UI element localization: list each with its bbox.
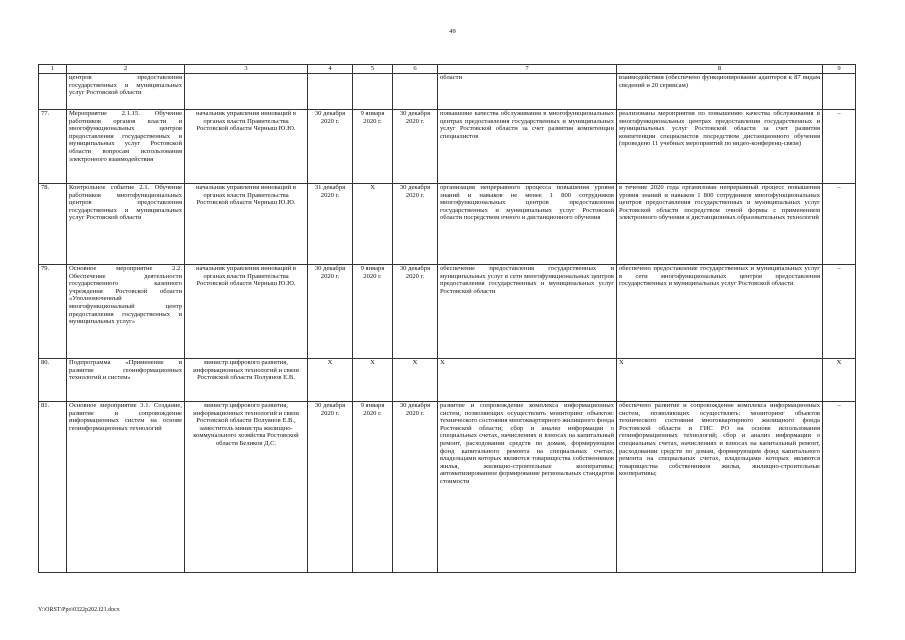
responsible-cell: министр цифрового развития, информационных технологий и связи Ростовской области Полуянов Е.В. [185,359,308,402]
actual-start-date-cell [353,74,393,110]
responsible-cell: начальник управления инноваций в органах власти Правительства Ростовской области Черныш Ю.Ю. [185,184,308,265]
table-row [39,359,856,402]
header-cell: 7 [438,65,617,74]
table-row [39,110,856,184]
header-cell: 9 [823,65,856,74]
actual-result-cell: реализованы мероприятия по повышению качества обслуживания в многофункциональных центрах предоставления государственных и муниципальных услуг Ростовской области за счет развития компетенции специалистов посредством дистанционного обучения (проведено 11 учебных мероприятий по видео-конференц-связи) [617,110,823,184]
planned-date-cell: 30 декабря 2020 г. [308,110,353,184]
planned-result-cell: обеспечение предоставления государственных и муниципальных услуг в сети многофункциональных центров предоставления государственных и муниципальных услуг Ростовской области [438,265,617,359]
actual-start-date-cell: 9 января 2020 г. [353,110,393,184]
actual-result-cell: взаимодействия (обеспечено функционирование адаптеров к 87 видам сведений и 20 сервисам) [617,74,823,110]
row-number-cell: 78. [39,184,67,265]
note-cell: – [823,184,856,265]
actual-start-date-cell: 9 января 2020 г. [353,402,393,573]
note-cell: X [823,359,856,402]
table-row [39,265,856,359]
actual-start-date-cell: X [353,184,393,265]
actual-end-date-cell: X [393,359,438,402]
planned-result-cell: организация непрерывного процесса повышения уровня знаний и навыков не менее 1 800 сотрудников многофункциональных центров предоставления государственных и муниципальных услуг Ростовской области посредством очного и дистанционного обучения [438,184,617,265]
planned-date-cell: 30 декабря 2020 г. [308,402,353,573]
actual-end-date-cell [393,74,438,110]
note-cell [823,74,856,110]
note-cell: – [823,110,856,184]
responsible-cell: министр цифрового развития, информационных технологий и связи Ростовской области Полуянов Е.В., заместитель министра жилищно-коммунального хозяйства Ростовской области Беликов Д.С. [185,402,308,573]
event-name-cell: центров предоставления государственных и муниципальных услуг Ростовской области [67,74,185,110]
actual-result-cell: обеспечено развитие и сопровождение комплекса информационных систем, позволяющих осуществлять: мониторинг объектов технического состояния многоквартирного жилищного фонда Ростовской области и ГИС РО на основе использования геоинформационных технологий; сбор и анализ информации о специальных счетах, начислениях и взносах на капитальный ремонт, расходовании средств по домам, формирующим фонд капитального ремонта на специальных счетах, владельцами которых являются товарищества собственников жилья, жилищно-строительные кооперативы; [617,402,823,573]
event-name-cell: Основное мероприятие 2.2. Обеспечение деятельности государственного казенного учреждения Ростовской области «Уполномоченный многофункциональный центр предоставления государственных и муниципальных услуг» [67,265,185,359]
header-cell: 4 [308,65,353,74]
planned-date-cell: 30 декабря 2020 г. [308,265,353,359]
planned-date-cell: 31 декабря 2020 г. [308,184,353,265]
table-row [39,74,856,110]
row-number-cell: 81. [39,402,67,573]
actual-end-date-cell: 30 декабря 2020 г. [393,184,438,265]
page-number: 49 [449,28,456,35]
actual-start-date-cell: 9 января 2020 г. [353,265,393,359]
actual-start-date-cell: X [353,359,393,402]
row-number-cell: 80. [39,359,67,402]
actual-result-cell: X [617,359,823,402]
header-cell: 5 [353,65,393,74]
row-number-cell [39,74,67,110]
responsible-cell [185,74,308,110]
note-cell: – [823,265,856,359]
header-cell: 6 [393,65,438,74]
responsible-cell: начальник управления инноваций в органах власти Правительства Ростовской области Черныш Ю.Ю. [185,265,308,359]
header-cell: 3 [185,65,308,74]
planned-date-cell [308,74,353,110]
header-cell: 2 [67,65,185,74]
header-cell: 8 [617,65,823,74]
table-header-row [39,65,856,74]
file-path-footer: Y:\ORST\Ppo\0322p202.f21.docx [38,607,120,613]
planned-result-cell: развитие и сопровождение комплекса информационных систем, позволяющих осуществлять мониторинг объектов: технического состояния многоквартирного жилищного фонда Ростовской области; сбор и анализ информации о специальных счетах, начислениях и взносах на капитальный ремонт, расходовании средств по домам, формирующим фонд капитального ремонта на специальных счетах, владельцами которых являются товарищества собственников жилья, жилищно-строительные кооперативы; автоматизированное формирование региональных стандартов стоимости [438,402,617,573]
table-row [39,402,856,573]
event-name-cell: Контрольное событие 2.1. Обучение работников многофункциональных центров предоставления государственных и муниципальных услуг Ростовской области [67,184,185,265]
note-cell: – [823,402,856,573]
responsible-cell: начальник управления инноваций в органах власти Правительства Ростовской области Черныш Ю.Ю. [185,110,308,184]
planned-result-cell: области [438,74,617,110]
actual-end-date-cell: 30 декабря 2020 г. [393,110,438,184]
event-name-cell: Мероприятие 2.1.15. Обучение работников органов власти и многофункциональных центров предоставления государственных и муниципальных услуг Ростовской области вопросам использования электронного взаимодействия [67,110,185,184]
report-table [38,64,856,573]
row-number-cell: 77. [39,110,67,184]
planned-result-cell: X [438,359,617,402]
actual-end-date-cell: 30 декабря 2020 г. [393,402,438,573]
event-name-cell: Основное мероприятие 3.1. Создание, развитие и сопровождение информационных систем на основе геоинформационных технологий [67,402,185,573]
actual-result-cell: в течение 2020 года организован непрерывный процесс повышения уровня знаний и навыков 1 800 сотрудников многофункциональных центров предоставления государственных и муниципальных услуг Ростовской области посредством очной формы с применением электронного обучения и дистанционных образовательных технологий [617,184,823,265]
header-cell: 1 [39,65,67,74]
planned-result-cell: повышение качества обслуживания в многофункциональных центрах предоставления государственных и муниципальных услуг Ростовской области за счет развития компетенции специалистов [438,110,617,184]
event-name-cell: Подпрограмма «Применение и развитие геоинформационных технологий и систем» [67,359,185,402]
actual-result-cell: обеспечено предоставление государственных и муниципальных услуг в сети многофункциональных центров предоставления государственных и муниципальных услуг Ростовской области [617,265,823,359]
row-number-cell: 79. [39,265,67,359]
actual-end-date-cell: 30 декабря 2020 г. [393,265,438,359]
table-row [39,184,856,265]
planned-date-cell: X [308,359,353,402]
